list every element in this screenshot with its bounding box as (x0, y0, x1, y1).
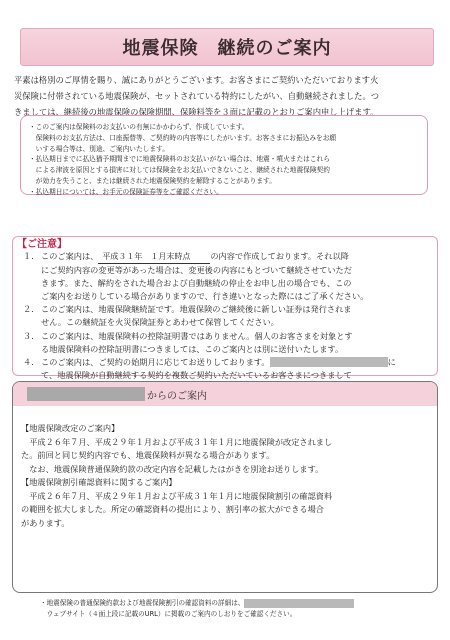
notice-line: 平成２６年７月、平成２９年１月および平成３１年１月に地震保険が改定されまし (21, 436, 333, 447)
footer-note (40, 598, 440, 620)
redacted-block (270, 357, 388, 367)
item-text: きます。また、解約をされた場合および自動継続の停止をお申し出の場合でも、この (41, 278, 352, 289)
note-line: いする場合等は、別途、ご案内いたします。 (29, 144, 169, 153)
caution-item-3 (21, 330, 433, 356)
caution-label: 【ご注意】 (17, 239, 67, 250)
caution-item-1 (21, 250, 433, 303)
item-text: このご案内は、地震保険料の控除証明書ではありません。個人のお客さまを対象とす (41, 330, 353, 341)
note-line: による津波を原因とする損害に対しては保険金をお支払いできないこと、継続された地震保険契約 (29, 166, 330, 175)
company-notice-body (21, 422, 431, 530)
redacted-block (244, 599, 354, 608)
intro-paragraph (14, 72, 438, 120)
footer-text: ウェブサイト（４面上段に記載のURL）に掲載のご案内のしおりをご確認ください。 (40, 610, 297, 618)
note-line: ・払込期日については、お手元の保険証券等をご確認ください。 (29, 187, 223, 196)
notice-line: なお、地震保険普通保険約款の改定内容を記載したはがきを別途お送りします。 (21, 463, 324, 474)
footer-text: ・地震保険の普通保険約款および地震保険割引の確認資料の詳細は、 (40, 599, 245, 607)
caution-item-2 (21, 303, 433, 329)
note-line: が効力を失うこと、または継続された地震保険契約を解除することがあります。 (29, 176, 276, 185)
notice-line: 【地震保険改定のご案内】 (21, 423, 120, 433)
notice-line: 【地震保険割引確認資料に関するご案内】 (21, 477, 177, 487)
item-text: にご契約内容の変更等があった場合は、変更後の内容にもとづいて継続させていただ (41, 265, 352, 276)
item-number: ３． (23, 330, 40, 341)
item-text: せん。この継続証を火災保険証券とあわせて保管してください。 (41, 317, 279, 328)
date-label: 平成３１年 １月末時点 (98, 250, 210, 264)
redacted-company-name (27, 387, 145, 401)
company-notice-title: からのご案内 (147, 390, 207, 402)
notice-line: があります。 (21, 517, 70, 528)
item-number: ２． (23, 304, 40, 315)
item-text: このご案内は、 (41, 251, 99, 261)
company-notice-section (12, 381, 438, 593)
notes-box (20, 115, 428, 195)
note-line: 保険料のお支払方法は、口座振替等、ご契約時の内容等にしたがいます。お客さまにお振込みをお願 (29, 133, 337, 142)
note-line: ・払込期日までに払込猶予期間までに地震保険料のお支払いがない場合は、地震・噴火またはこれら (29, 155, 330, 164)
intro-line: 災保険に付帯されている地震保険が、セットされている特約にしたがい、自動継続されました。つ (14, 91, 380, 101)
notice-line: 平成２６年７月、平成２９年１月および平成３１年１月に地震保険割引の確認資料 (21, 490, 333, 501)
notice-line: た。前回と同じ契約内容でも、地震保険料が異なる場合があります。 (21, 450, 275, 460)
company-notice-header (13, 382, 437, 406)
item-text: て、地震保険が自動継続する契約を複数ご契約いただいているお客さまにつきまして (41, 369, 352, 380)
item-text: る地震保険料の控除証明書につきましては、このご案内とは別に送付いたします。 (41, 343, 344, 354)
note-line: ・このご案内は保険料のお支払いの有無にかかわらず、作成しています。 (29, 123, 249, 131)
notice-line: の範囲を拡大しました。所定の確認資料の提出により、割引率の拡大ができる場合 (21, 504, 324, 514)
item-text: ご案内をお送りしている場合がありますので、行き違いとなった際にはご了承ください。 (41, 291, 369, 302)
caution-list (21, 250, 433, 395)
caution-box (12, 236, 438, 380)
title-banner (20, 28, 434, 66)
intro-line: きましては、継続後の地震保険の保険期間、保険料等を３面に記載のとおりご案内申し上げます。 (14, 107, 379, 117)
item-text: このご案内は、ご契約の始期月に応じてお送りしております。 (41, 356, 270, 367)
item-number: １． (23, 251, 40, 261)
intro-line: 平素は格別のご厚情を賜り、誠にありがとうございます。お客さまにご契約いただいております火 (14, 75, 379, 85)
page-title: 地震保険 継続のご案内 (122, 38, 332, 59)
item-text: このご案内は、地震保険継続証です。地震保険のご継続後に新しい証券は発行されま (41, 304, 352, 315)
item-text: の内容で作成しております。それ以降 (210, 251, 349, 261)
item-number: ４． (23, 356, 40, 367)
item-text: に (387, 356, 396, 367)
